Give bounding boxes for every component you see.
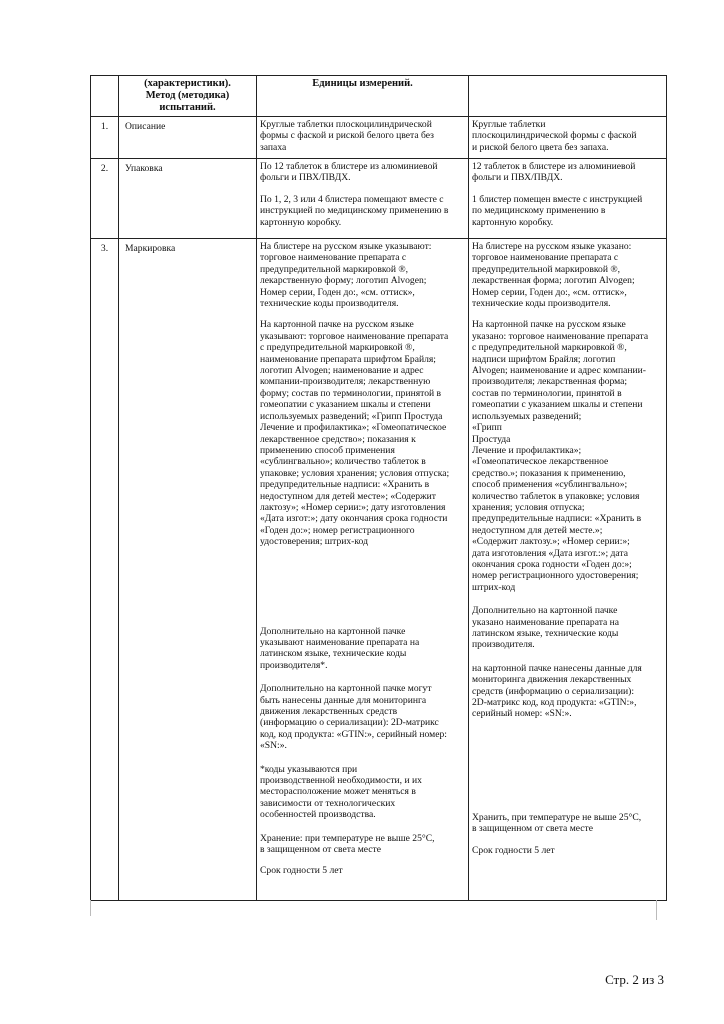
row-right-text: 12 таблеток в блистере из алюминиевой фольги и ПВХ/ПВДХ. <box>472 161 636 184</box>
row-right-cell <box>469 159 667 239</box>
row-number: 3. <box>91 239 119 901</box>
table-row <box>91 117 667 159</box>
row-left-cell <box>257 159 469 239</box>
row-left-text: Дополнительно на картонной пачке могут быть нанесены данные для мониторинга движения лекарственных средств (информацию о сериализации): 2D-матрикс код, код продукта: «GTIN:», серийный номер: «SN:». <box>260 683 447 752</box>
row-name: Упаковка <box>119 159 257 239</box>
row-right-text: Дополнительно на картонной пачке указано наименование препарата на латинском языке, технические коды производителя. <box>472 605 620 651</box>
row-right-text: Срок годности 5 лет <box>472 844 555 856</box>
row-number: 2. <box>91 159 119 239</box>
row-right-text: на картонной пачке нанесены данные для мониторинга движения лекарственных средств (информацию о сериализации): 2D-матрикс код, код продукта: «GTIN:», серийный номер: «SN:». <box>472 662 642 720</box>
row-left-cell <box>257 117 469 159</box>
table-header-row <box>91 76 667 117</box>
row-left-text: На картонной пачке на русском языке указывают: торговое наименование препарата с предупредительной маркировкой ®, наименование препарата шрифтом Брайля; логотип Alvogen; наименование и адрес компании-производителя; лекарственную форму; состав по терминологии, принятой в гомеопатии с указанием шкалы и степени используемых разведений; «Грипп Простуда Лечение и профилактика»; «Гомеопатическое лекарственное средство»; показания к применению способ применения «сублингвально»; количество таблеток в упаковке; условия хранения; условия отпуска; предупредительные надписи: «Хранить в недоступном для детей месте»; «Содержит лактозу»; «Номер серии:»; дату изготовления «Дата изгот:»; дату окончания срока годности «Годен до:»; номер регистрационного удостоверения; штрих-код <box>260 319 450 548</box>
row-name: Маркировка <box>119 239 257 901</box>
row-left-text: Круглые таблетки плоскоцилиндрической формы с фаской и риской белого цвета без запаха <box>260 119 434 153</box>
page-number: Стр. 2 из 3 <box>605 972 664 987</box>
row-right-cell <box>469 239 667 901</box>
row-left-text: Срок годности 5 лет <box>260 865 343 877</box>
row-left-text: Дополнительно на картонной пачке указывают наименование препарата на латинском языке, технические коды производителя*. <box>260 625 420 671</box>
row-number: 1. <box>91 117 119 159</box>
row-right-text: Хранить, при температуре не выше 25°С, в защищенном от света месте <box>472 811 642 835</box>
row-left-cell <box>257 239 469 901</box>
row-right-cell <box>469 117 667 159</box>
header-characteristics: (характеристики). Метод (методика) испытаний. <box>144 78 231 113</box>
header-units-cell <box>257 76 469 117</box>
margin-mark <box>90 900 91 916</box>
row-right-text: 1 блистер помещен вместе с инструкцией по медицинскому применению в картонную коробку. <box>472 193 643 228</box>
row-left-text: По 1, 2, 3 или 4 блистера помещают вместе с инструкцией по медицинскому применению в картонную коробку. <box>260 193 449 228</box>
table-row <box>91 239 667 901</box>
table-row <box>91 159 667 239</box>
row-right-text: На картонной пачке на русском языке указано: торговое наименование препарата с предупредительной маркировкой ®, надписи шрифтом Брайля; логотип Alvogen; наименование и адрес компании- производителя; лекарственная форма; состав по терминологии, принятой в гомеопатии с указанием шкалы и степени используемых разведений; «Грипп Простуда Лечение и профилактика»; «Гомеопатическое лекарственное средство.»; показания к применению, способ применения «сублингвально»; количество таблеток в упаковке; условия хранения; условия отпуска; предупредительные надписи: «Хранить в недоступном для детей месте.»; «Содержит лактозу.»; «Номер серии:»; дата изготовления «Дата изгот.:»; дата окончания срока годности «Годен до:»; номер регистрационного удостоверения; штрих-код <box>472 319 649 593</box>
row-left-text: *коды указываются при производственной необходимости, и их месторасположение может меняться в зависимости от технологических особенностей производства. <box>260 763 422 821</box>
row-left-text: Хранение: при температуре не выше 25°С, в защищенном от света месте <box>260 832 435 856</box>
header-characteristics-cell <box>119 76 257 117</box>
row-name: Описание <box>119 117 257 159</box>
header-empty-cell <box>469 76 667 117</box>
row-left-text: На блистере на русском языке указывают: торговое наименование препарата с предупредительной маркировкой ®, лекарственную форму; логотип Alvogen; Номер серии, Годен до:, «см. оттиск», технические коды производителя. <box>260 241 432 310</box>
margin-mark <box>656 900 657 920</box>
row-left-text: По 12 таблеток в блистере из алюминиевой фольги и ПВХ/ПВДХ. <box>260 161 438 184</box>
header-units: Единицы измерений. <box>312 78 413 89</box>
specification-table <box>90 75 667 901</box>
row-right-text: На блистере на русском языке указано: торговое наименование препарата с предупредительной маркировкой ®, лекарственная форма; логотип Alvogen; Номер серии, Годен до:, «см. оттиск», технические коды производителя. <box>472 241 635 310</box>
row-right-text <box>472 730 663 800</box>
header-num-cell <box>91 76 119 117</box>
row-right-text: Круглые таблетки плоскоцилиндрической формы с фаской и риской белого цвета без запаха. <box>472 119 637 153</box>
